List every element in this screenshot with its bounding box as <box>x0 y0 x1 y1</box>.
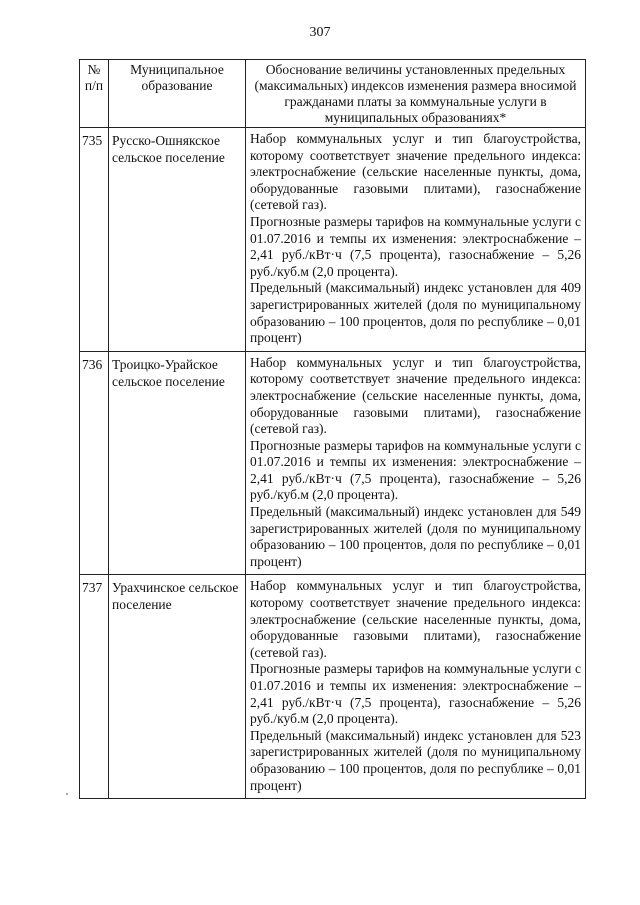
header-justification: Обоснование величины установленных предельных (максимальных) индексов изменения размера вносимой гражданами платы за коммунальные услуги в муниципальных образованиях* <box>246 60 586 128</box>
row-justification <box>246 128 586 352</box>
index-paragraph: Предельный (максимальный) индекс установлен для 523 зарегистрированных жителей (доля по муниципальному образованию – 100 процентов, доля по республике – 0,01 процент) <box>250 727 581 793</box>
row-municipality: Русско-Ошнякское сельское поселение <box>109 128 246 352</box>
tariff-index-table <box>79 59 586 799</box>
tariffs-paragraph: Прогнозные размеры тарифов на коммунальные услуги с 01.07.2016 и темпы их изменения: электроснабжение – 2,41 руб./кВт·ч (7,5 процента), газоснабжение – 5,26 руб./куб.м (2,0 процента). <box>250 661 581 727</box>
index-paragraph: Предельный (максимальный) индекс установлен для 409 зарегистрированных жителей (доля по муниципальному образованию – 100 процентов, доля по республике – 0,01 процент) <box>250 280 581 346</box>
row-number: 737 <box>80 575 109 799</box>
scan-speck <box>66 793 68 795</box>
services-paragraph: Набор коммунальных услуг и тип благоустройства, которому соответствует значение предельного индекса: электроснабжение (сельские населенные пункты, дома, оборудованные газовыми плитами), газоснабжение (сетевой газ). <box>250 354 581 437</box>
header-number: № п/п <box>80 60 109 128</box>
page-number: 307 <box>309 25 331 40</box>
header-municipality: Муниципальное образование <box>109 60 246 128</box>
row-justification <box>246 351 586 575</box>
services-paragraph: Набор коммунальных услуг и тип благоустройства, которому соответствует значение предельного индекса: электроснабжение (сельские населенные пункты, дома, оборудованные газовыми плитами), газоснабжение (сетевой газ). <box>250 578 581 660</box>
index-paragraph: Предельный (максимальный) индекс установлен для 549 зарегистрированных жителей (доля по муниципальному образованию – 100 процентов, доля по республике – 0,01 процент) <box>250 504 581 569</box>
tariffs-paragraph: Прогнозные размеры тарифов на коммунальные услуги с 01.07.2016 и темпы их изменения: электроснабжение – 2,41 руб./кВт·ч (7,5 процента), газоснабжение – 5,26 руб./куб.м (2,0 процента). <box>250 437 581 503</box>
table-row <box>80 575 586 799</box>
row-municipality: Урахчинское сельское поселение <box>109 575 246 799</box>
table-row <box>80 351 586 575</box>
row-number: 735 <box>80 128 109 352</box>
row-municipality: Троицко-Урайское сельское поселение <box>109 351 246 575</box>
table-header-row <box>80 60 586 128</box>
row-justification <box>246 575 586 799</box>
services-paragraph: Набор коммунальных услуг и тип благоустройства, которому соответствует значение предельного индекса: электроснабжение (сельские населенные пункты, дома, оборудованные газовыми плитами), газоснабжение (сетевой газ). <box>250 131 581 213</box>
row-number: 736 <box>80 351 109 575</box>
table-row <box>80 128 586 352</box>
tariffs-paragraph: Прогнозные размеры тарифов на коммунальные услуги с 01.07.2016 и темпы их изменения: электроснабжение – 2,41 руб./кВт·ч (7,5 процента), газоснабжение – 5,26 руб./куб.м (2,0 процента). <box>250 213 581 279</box>
